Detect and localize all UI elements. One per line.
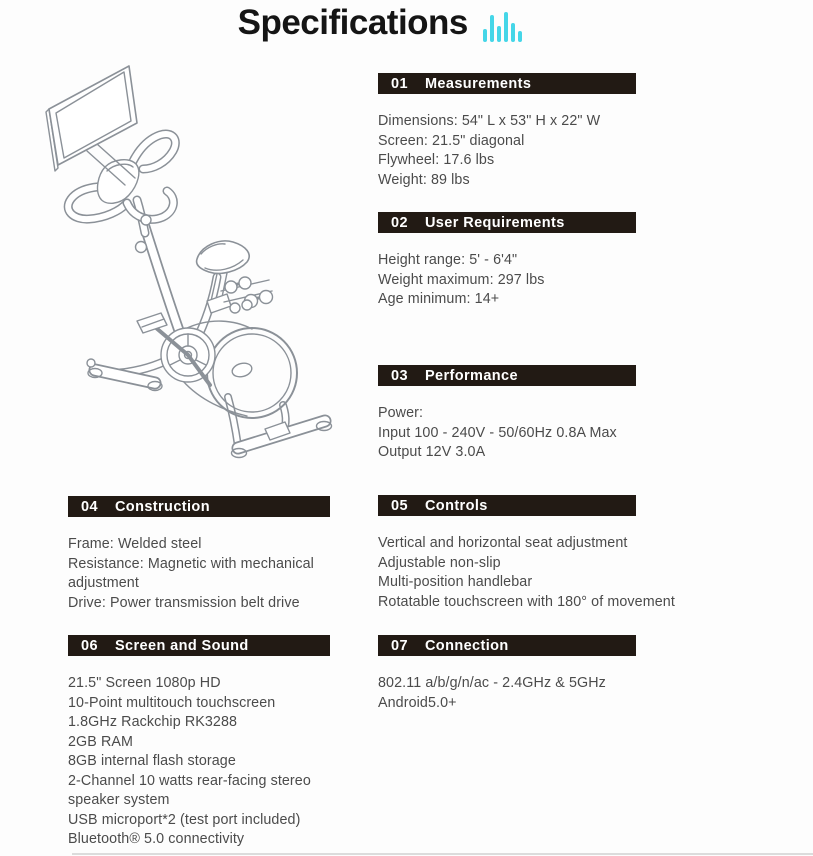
spec-line: Output 12V 3.0A [378,444,486,460]
spec-line: Frame: Welded steel [68,536,202,552]
bar-chart-icon [483,5,523,42]
section-body [378,112,678,190]
spec-line: Power: [378,405,424,421]
spec-line: Flywheel: 17.6 lbs [378,152,495,168]
spec-line: Vertical and horizontal seat adjustment [378,535,628,551]
section-number: 05 [391,497,408,514]
section-body [378,404,678,463]
section-header [378,212,636,233]
page-title: Specifications [237,3,468,42]
section-header [378,635,636,656]
section-construction [68,496,330,613]
section-body [378,534,683,612]
spec-line: Bluetooth® 5.0 connectivity [68,831,245,847]
spec-line: 1.8GHz Rackchip RK3288 [68,714,238,730]
section-number: 04 [81,498,98,515]
section-number: 01 [391,75,408,92]
section-title: Screen and Sound [114,637,249,654]
spec-line: Drive: Power transmission belt drive [68,594,300,611]
spec-line: 802.11 a/b/g/n/ac - 2.4GHz & 5GHz [378,675,606,691]
section-title: User Requirements [424,214,565,231]
section-header [68,635,330,656]
spec-line: Dimensions: 54" L x 53" H x 22" W [378,113,601,129]
section-connection [378,635,678,713]
section-number: 07 [391,637,408,654]
spec-line: 21.5" Screen 1080p HD [68,675,221,691]
page-title-row [0,0,760,46]
spec-line: Input 100 - 240V - 50/60Hz 0.8A Max [378,424,617,441]
section-header [378,73,636,94]
section-performance [378,365,678,463]
spec-line: Weight: 89 lbs [378,171,470,188]
bike-screen [46,66,137,185]
bike-flywheel [207,328,297,418]
spec-line: Multi-position handlebar [378,574,533,590]
spec-line: 2-Channel 10 watts rear-facing stereo speaker system [68,772,311,808]
spec-line: Rotatable touchscreen with 180° of movement [378,593,675,610]
spec-line: Screen: 21.5" diagonal [378,132,525,149]
section-number: 03 [391,367,408,384]
spec-line: Weight maximum: 297 lbs [378,271,545,288]
section-controls [378,495,683,612]
bottom-divider [72,853,813,855]
section-body [68,674,326,850]
section-header [378,495,636,516]
section-title: Measurements [424,75,532,92]
bike-saddle [197,241,250,313]
spec-line: USB microport*2 (test port included) [68,811,301,828]
spec-line: Resistance: Magnetic with mechanical adjustment [68,555,314,591]
section-title: Construction [114,498,210,515]
spec-line: Age minimum: 14+ [378,291,500,307]
spec-line: Android5.0+ [378,694,457,711]
section-header [68,496,330,517]
spec-line: Adjustable non-slip [378,554,501,571]
section-number: 06 [81,637,98,654]
section-title: Connection [424,637,509,654]
section-body [68,535,320,613]
section-number: 02 [391,214,408,231]
section-body [378,251,678,310]
bike-base-rails [87,359,332,458]
section-title: Performance [424,367,518,384]
spec-line: 2GB RAM [68,733,134,750]
bike-dumbbell-rack [221,277,273,313]
exercise-bike-illustration [25,55,377,485]
section-body [378,674,678,713]
spec-line: 10-Point multitouch touchscreen [68,694,276,711]
section-measurements [378,73,678,190]
section-header [378,365,636,386]
section-screen-and-sound [68,635,330,850]
spec-line: 8GB internal flash storage [68,753,236,769]
section-user-requirements [378,212,678,310]
section-title: Controls [424,497,488,514]
spec-line: Height range: 5' - 6'4" [378,252,518,268]
